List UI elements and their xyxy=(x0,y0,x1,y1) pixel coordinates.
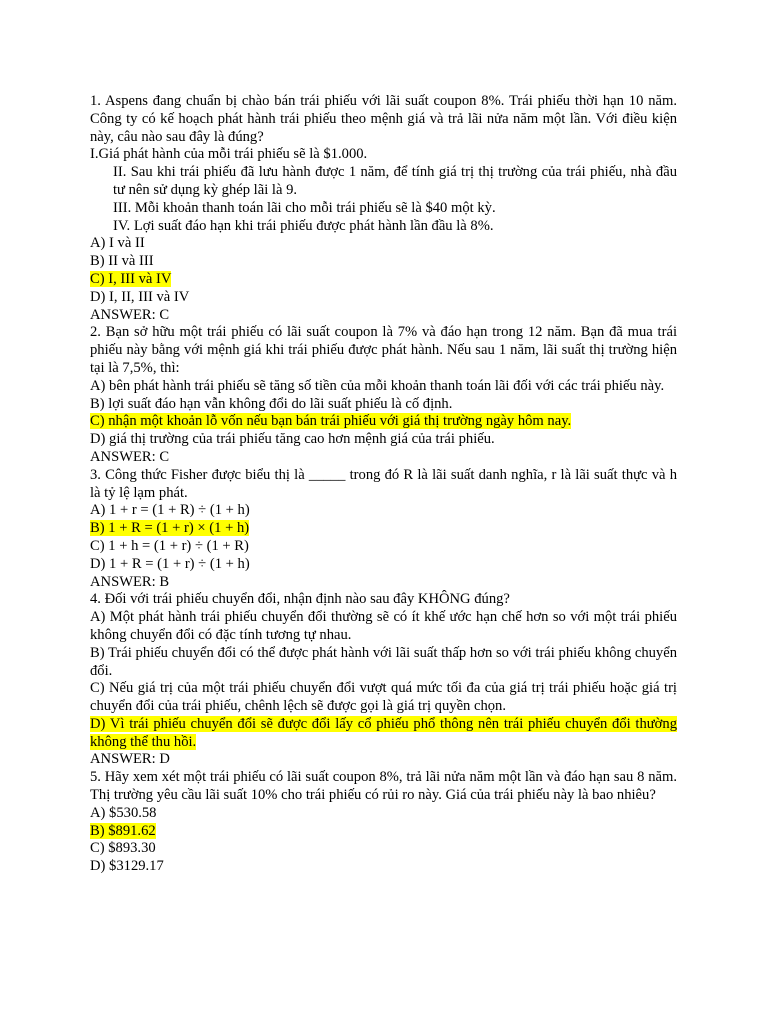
option-text: B) lợi suất đáo hạn vẫn không đổi do lãi suất phiếu là cố định. xyxy=(90,395,453,412)
question-5-option-d xyxy=(90,858,677,876)
question-1-answer: ANSWER: C xyxy=(90,306,170,323)
question-3-option-d xyxy=(90,556,677,574)
question-4-option-d-correct xyxy=(90,716,677,752)
question-3-option-c xyxy=(90,538,677,556)
question-3-stem: 3. Công thức Fisher được biểu thị là _____ trong đó R là lãi suất danh nghĩa, r là lãi suất thực và h là tỷ lệ lạm phát. xyxy=(90,466,677,501)
option-text: A) $530.58 xyxy=(90,804,157,821)
question-4-option-a xyxy=(90,609,677,645)
question-1-statement-2: II. Sau khi trái phiếu đã lưu hành được 1 năm, để tính giá trị thị trường của trái phiếu, nhà đầu tư nên sử dụng kỳ ghép lãi là 9. xyxy=(113,164,677,198)
question-3-option-a xyxy=(90,502,677,520)
highlighted-option-text: D) Vì trái phiếu chuyển đổi sẽ được đổi lấy cổ phiếu phổ thông nên trái phiếu chuyển đổi thường không thể thu hồi. xyxy=(90,715,677,750)
highlighted-option-text: C) I, III và IV xyxy=(90,270,172,287)
question-1-statement-3: III. Mỗi khoản thanh toán lãi cho mỗi trái phiếu sẽ là $40 một kỳ. xyxy=(113,199,496,216)
option-text: A) Một phát hành trái phiếu chuyển đổi thường sẽ có ít khế ước hạn chế hơn so với một trái phiếu không chuyển đổi có đặc tính tương tự nhau. xyxy=(90,609,677,643)
question-2-stem: 2. Bạn sở hữu một trái phiếu có lãi suất coupon là 7% và đáo hạn trong 12 năm. Bạn đã mua trái phiếu này bằng với mệnh giá khi trái phiếu được phát hành. Nếu sau 1 năm, lãi suất thị trường hiện tại là 7,5%, thì: xyxy=(90,324,677,376)
document-page xyxy=(90,93,677,876)
question-5-stem: 5. Hãy xem xét một trái phiếu có lãi suất coupon 8%, trả lãi nửa năm một lần và đáo hạn sau 8 năm. Thị trường yêu cầu lãi suất 10% cho trái phiếu có rủi ro này. Giá của trái phiếu này là bao nhiêu? xyxy=(90,769,677,804)
question-4 xyxy=(90,591,677,769)
question-4-stem: 4. Đối với trái phiếu chuyển đổi, nhận định nào sau đây KHÔNG đúng? xyxy=(90,591,510,608)
question-5 xyxy=(90,769,677,876)
option-text: B) II và III xyxy=(90,253,154,270)
option-text: C) Nếu giá trị của một trái phiếu chuyển đổi vượt quá mức tối đa của giá trị trái phiếu hoặc giá trị chuyển đổi của trái phiếu, chênh lệch sẽ được gọi là giá trị quyền chọn. xyxy=(90,680,677,715)
question-1-option-b xyxy=(90,253,677,271)
option-text: D) giá thị trường của trái phiếu tăng cao hơn mệnh giá của trái phiếu. xyxy=(90,431,495,448)
question-2-option-b xyxy=(90,396,677,414)
question-4-option-c xyxy=(90,680,677,716)
highlighted-option-text: B) $891.62 xyxy=(90,822,156,839)
question-2 xyxy=(90,324,677,466)
option-text: C) $893.30 xyxy=(90,840,156,857)
question-1-option-a xyxy=(90,235,677,253)
question-5-option-a xyxy=(90,805,677,823)
question-2-answer: ANSWER: C xyxy=(90,448,170,465)
option-text: A) bên phát hành trái phiếu sẽ tăng số tiền của mỗi khoản thanh toán lãi đối với các trái phiếu này. xyxy=(90,377,665,394)
question-1-option-c-correct xyxy=(90,271,677,289)
option-text: D) $3129.17 xyxy=(90,858,164,875)
highlighted-option-text: B) 1 + R = (1 + r) × (1 + h) xyxy=(90,520,250,537)
question-2-option-d xyxy=(90,431,677,449)
option-text: D) 1 + R = (1 + r) ÷ (1 + h) xyxy=(90,555,250,572)
highlighted-option-text: C) nhận một khoản lỗ vốn nếu bạn bán trái phiếu với giá thị trường ngày hôm nay. xyxy=(90,413,572,430)
question-1-statement-1: I.Giá phát hành của mỗi trái phiếu sẽ là $1.000. xyxy=(90,146,368,163)
question-1-stem: 1. Aspens đang chuẩn bị chào bán trái phiếu với lãi suất coupon 8%. Trái phiếu thời hạn 10 năm. Công ty có kế hoạch phát hành trái phiếu theo mệnh giá và trả lãi nửa năm một lần. Với điều kiện này, câu nào sau đây là đúng? xyxy=(90,93,677,145)
question-4-answer: ANSWER: D xyxy=(90,751,170,768)
option-text: A) I và II xyxy=(90,235,145,252)
option-text: B) Trái phiếu chuyển đổi có thể được phát hành với lãi suất thấp hơn so với trái phiếu không chuyển đổi. xyxy=(90,644,677,679)
question-2-option-a xyxy=(90,378,677,396)
question-3-answer: ANSWER: B xyxy=(90,573,170,590)
question-5-option-c xyxy=(90,840,677,858)
question-1-option-d xyxy=(90,289,677,307)
question-1-statement-4: IV. Lợi suất đáo hạn khi trái phiếu được phát hành lần đầu là 8%. xyxy=(113,217,494,234)
question-3 xyxy=(90,467,677,592)
option-text: D) I, II, III và IV xyxy=(90,288,190,305)
option-text: C) 1 + h = (1 + r) ÷ (1 + R) xyxy=(90,537,249,554)
question-5-option-b-correct xyxy=(90,823,677,841)
question-1 xyxy=(90,93,677,324)
question-2-option-c-correct xyxy=(90,413,677,431)
question-3-option-b-correct xyxy=(90,520,677,538)
option-text: A) 1 + r = (1 + R) ÷ (1 + h) xyxy=(90,502,250,519)
question-4-option-b xyxy=(90,645,677,681)
